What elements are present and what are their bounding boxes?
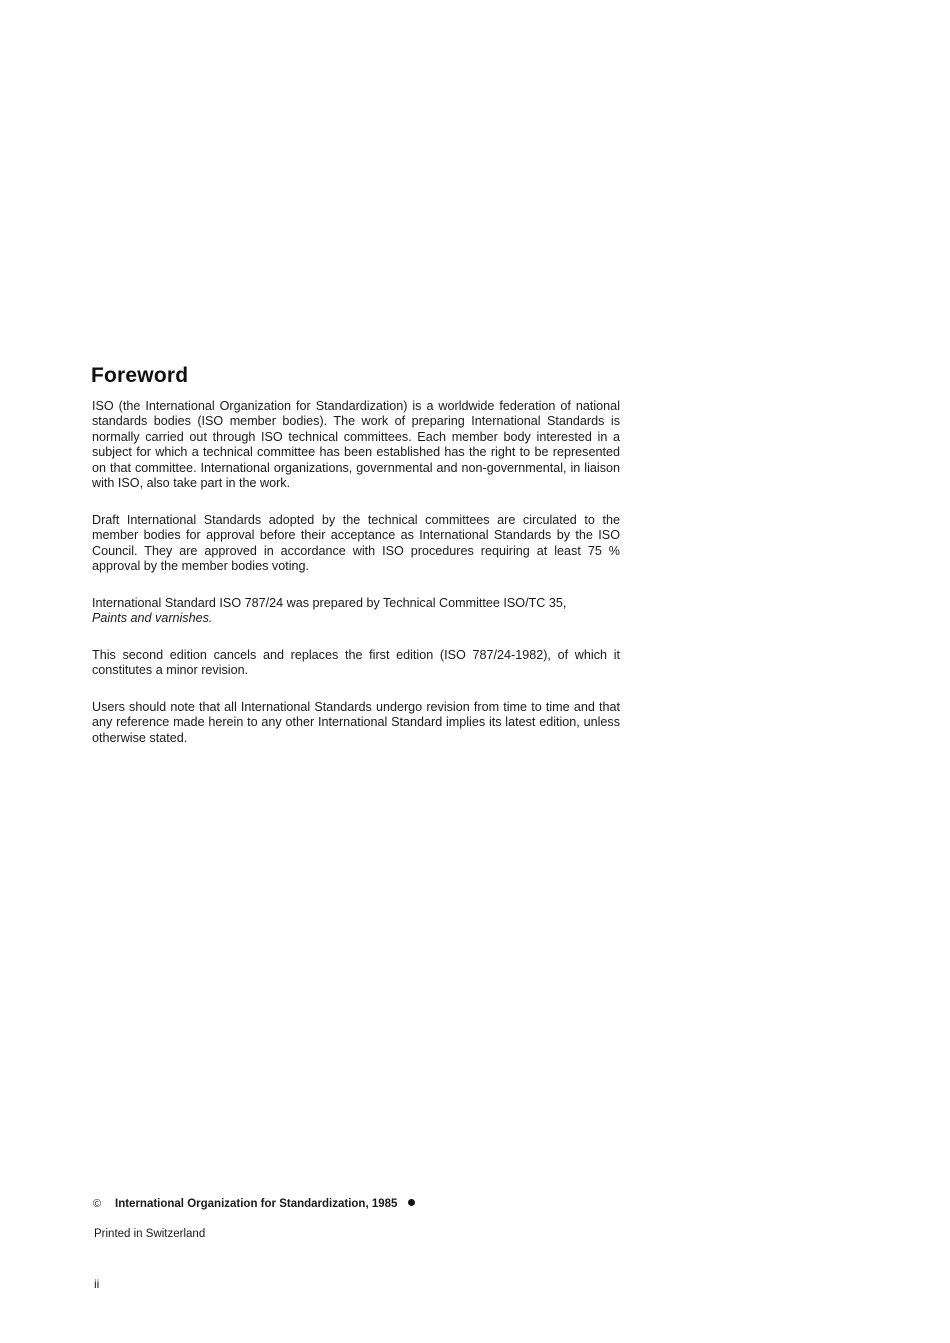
page-title: Foreword [91,364,189,387]
copyright-text: International Organization for Standardization, 1985 [115,1198,398,1210]
copyright-line [93,1198,415,1210]
paragraph-edition-note: This second edition cancels and replaces the first edition (ISO 787/24-1982), of which it constitutes a minor revision. [92,648,620,678]
paragraph-prepared-by [92,596,620,627]
prepared-by-text: International Standard ISO 787/24 was prepared by Technical Committee ISO/TC 35, [92,596,567,610]
paragraph-iso-federation: ISO (the International Organization for Standardization) is a worldwide federation of national standards bodies (ISO member bodies). The work of preparing International Standards is normally carried out through ISO technical committees. Each member body interested in a subject for which a technical committee has been established has the right to be represented on that committee. International organizations, governmental and non-governmental, in liaison with ISO, also take part in the work. [92,399,620,491]
paragraph-revision-note: Users should note that all International Standards undergo revision from time to time and that any reference made herein to any other International Standard implies its latest edition, unless otherwise stated. [92,700,620,745]
committee-title: Paints and varnishes. [92,611,213,626]
copyright-icon: © [93,1198,102,1210]
bullet-icon [408,1199,415,1206]
page-number: ii [94,1277,100,1291]
paragraph-draft-standards: Draft International Standards adopted by the technical committees are circulated to the member bodies for approval before their acceptance as International Standards by the ISO Council. They are approved in accordance with ISO procedures requiring at least 75 % approval by the member bodies voting. [92,513,620,574]
printed-in-note: Printed in Switzerland [94,1228,206,1240]
